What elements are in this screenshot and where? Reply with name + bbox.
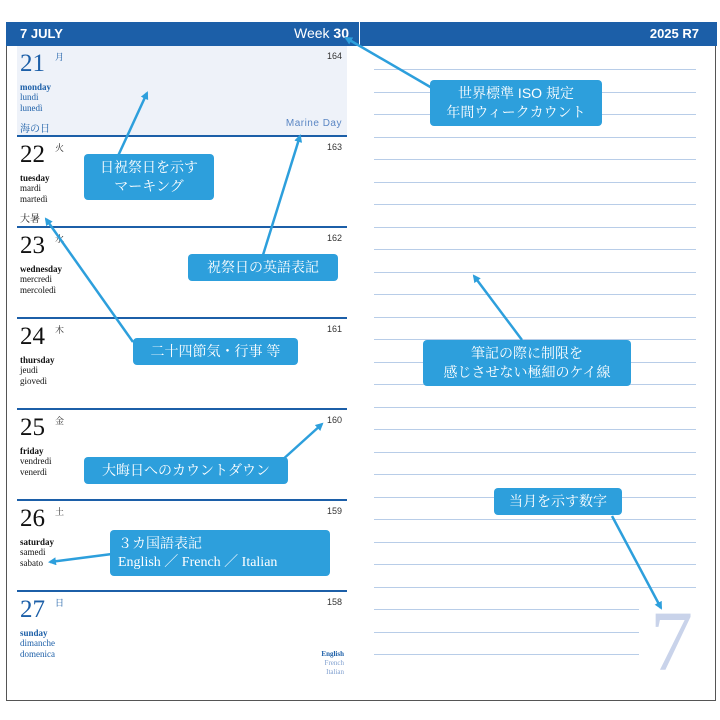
ruled-line bbox=[374, 609, 639, 610]
day-kanji: 水 bbox=[55, 234, 65, 244]
day-italian: martedì bbox=[20, 194, 48, 204]
day-number: 26 bbox=[20, 505, 45, 532]
day-french: samedi bbox=[20, 547, 46, 557]
day-number: 21 bbox=[20, 50, 45, 77]
year-label: 2025 R7 bbox=[649, 26, 699, 41]
week-label: Week 30 bbox=[293, 25, 349, 41]
left-header-bar bbox=[6, 22, 359, 46]
day-kanji: 日 bbox=[55, 598, 65, 608]
callout-holiday-english: 祝祭日の英語表記 bbox=[188, 254, 338, 281]
week-number: 30 bbox=[333, 25, 349, 41]
month-label: 7 JULY bbox=[20, 26, 63, 41]
ruled-line bbox=[374, 137, 696, 138]
ruled-line bbox=[374, 654, 639, 655]
day-english: wednesday bbox=[20, 264, 63, 274]
day-kanji: 木 bbox=[55, 325, 65, 335]
day-italian: giovedì bbox=[20, 376, 47, 386]
day-kanji: 月 bbox=[55, 52, 65, 62]
callout-three-languages: ３カ国語表記 English ／ French ／ Italian bbox=[110, 530, 330, 576]
day-number: 25 bbox=[20, 414, 45, 441]
right-header-bar bbox=[359, 22, 717, 46]
ruled-line bbox=[374, 452, 696, 453]
day-number: 23 bbox=[20, 232, 45, 259]
language-legend bbox=[316, 650, 344, 677]
day-french: jeudi bbox=[20, 365, 38, 375]
day-english: tuesday bbox=[20, 173, 50, 183]
ruled-line bbox=[374, 204, 696, 205]
day-english: sunday bbox=[20, 628, 48, 638]
ruled-line bbox=[374, 182, 696, 183]
day-kanji: 土 bbox=[55, 507, 65, 517]
ruled-line bbox=[374, 69, 696, 70]
day-english: friday bbox=[20, 446, 44, 456]
day-kanji: 金 bbox=[55, 416, 65, 426]
day-english: monday bbox=[20, 82, 52, 92]
ruled-line bbox=[374, 564, 696, 565]
days-remaining: 158 bbox=[326, 597, 342, 607]
day-number: 27 bbox=[20, 596, 45, 623]
callout-month-number: 当月を示す数字 bbox=[494, 488, 622, 515]
day-kanji: 火 bbox=[55, 143, 65, 153]
callout-sekki: 二十四節気・行事 等 bbox=[133, 338, 298, 365]
day-french: dimanche bbox=[20, 638, 55, 648]
ruled-line bbox=[374, 587, 696, 588]
ruled-line bbox=[374, 249, 696, 250]
big-month-number: 7 bbox=[650, 593, 693, 689]
ruled-line bbox=[374, 519, 696, 520]
day-italian: domenica bbox=[20, 649, 55, 659]
days-remaining: 159 bbox=[326, 506, 342, 516]
ruled-line bbox=[374, 632, 639, 633]
sekki-note: 大暑 bbox=[20, 214, 40, 225]
days-remaining: 163 bbox=[326, 142, 342, 152]
callout-countdown: 大晦日へのカウントダウン bbox=[84, 457, 288, 484]
ruled-line bbox=[374, 294, 696, 295]
day-number: 24 bbox=[20, 323, 45, 350]
day-french: vendredi bbox=[20, 456, 52, 466]
day-row[interactable] bbox=[17, 46, 347, 137]
ruled-line bbox=[374, 429, 696, 430]
callout-holiday-mark: 日祝祭日を示す マーキング bbox=[84, 154, 214, 200]
day-italian: sabato bbox=[20, 558, 43, 568]
legend-italian: Italian bbox=[326, 668, 344, 676]
day-french: mercredi bbox=[20, 274, 52, 284]
ruled-line bbox=[374, 542, 696, 543]
ruled-line bbox=[374, 474, 696, 475]
ruled-line bbox=[374, 159, 696, 160]
callout-ruled-lines: 筆記の際に制限を 感じさせない極細のケイ線 bbox=[423, 340, 631, 386]
day-number: 22 bbox=[20, 141, 45, 168]
days-remaining: 164 bbox=[326, 51, 342, 61]
legend-english: English bbox=[321, 650, 344, 658]
holiday-english: Marine Day bbox=[285, 118, 342, 129]
days-remaining: 161 bbox=[326, 324, 342, 334]
days-remaining: 162 bbox=[326, 233, 342, 243]
day-french: mardi bbox=[20, 183, 41, 193]
ruled-line bbox=[374, 317, 696, 318]
day-italian: lunedì bbox=[20, 103, 43, 113]
day-italian: venerdì bbox=[20, 467, 47, 477]
day-row[interactable] bbox=[17, 592, 347, 692]
ruled-line bbox=[374, 227, 696, 228]
ruled-line bbox=[374, 407, 696, 408]
ruled-line bbox=[374, 272, 696, 273]
day-row[interactable] bbox=[17, 410, 347, 501]
day-english: saturday bbox=[20, 537, 55, 547]
day-italian: mercoledì bbox=[20, 285, 56, 295]
day-english: thursday bbox=[20, 355, 55, 365]
day-french: lundi bbox=[20, 92, 39, 102]
callout-iso-week: 世界標準 ISO 規定 年間ウィークカウント bbox=[430, 80, 602, 126]
days-remaining: 160 bbox=[326, 415, 342, 425]
holiday-name: 海の日 bbox=[20, 124, 50, 135]
legend-french: French bbox=[324, 659, 344, 667]
